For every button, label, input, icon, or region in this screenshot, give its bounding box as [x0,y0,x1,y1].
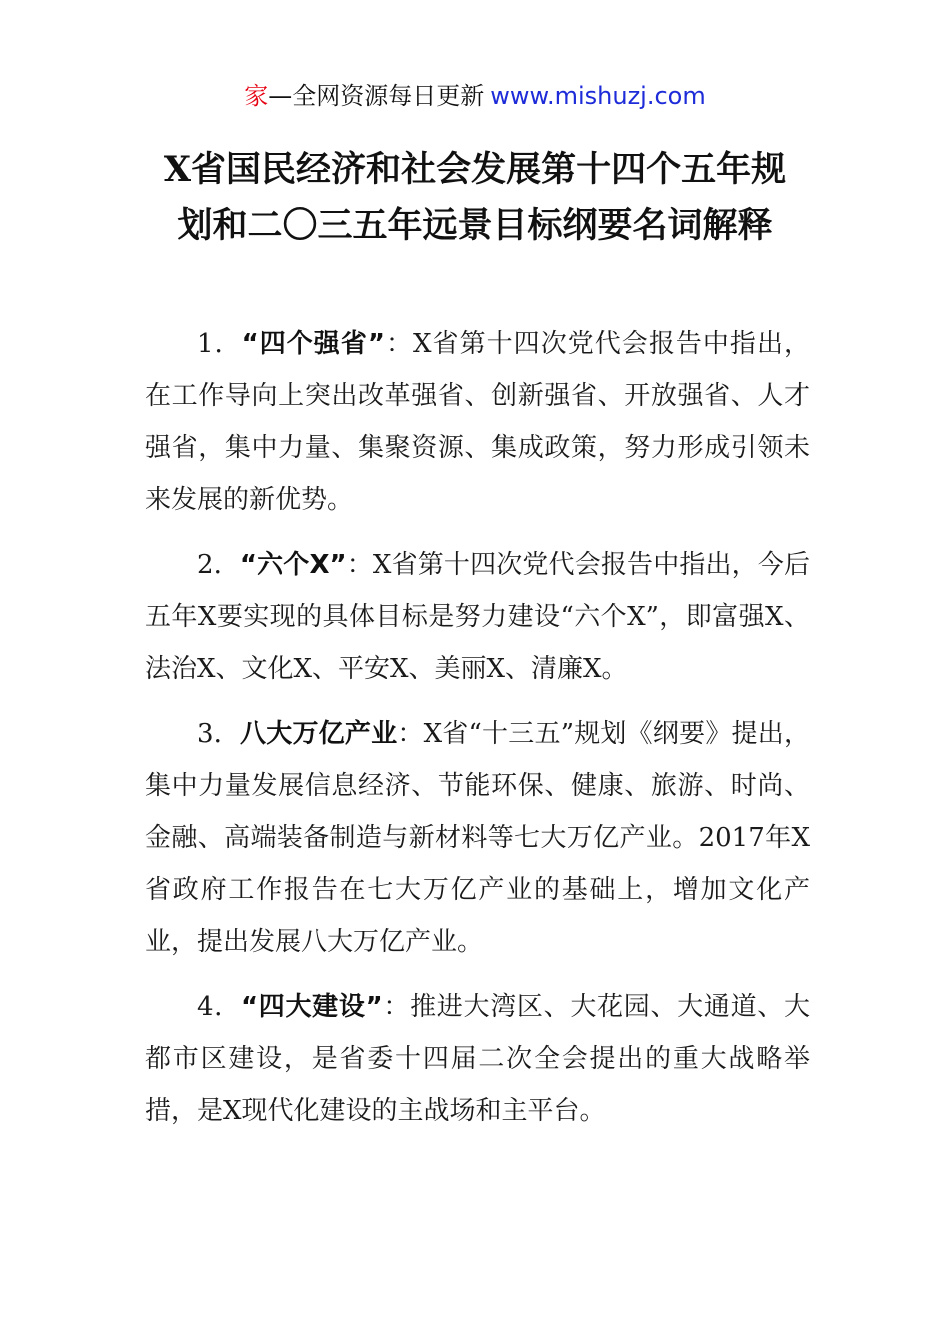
entry-term: “六个X” [239,550,347,580]
title-line-2: 划和二〇三五年远景目标纲要名词解释 [177,205,773,246]
entry-number: 1． [197,329,242,359]
document-title [60,142,890,254]
entry-paragraph [145,981,810,1137]
entry-term: “四个强省” [241,329,385,359]
document-body [145,318,810,1150]
entry-body: ：推进大湾区、大花园、大通道、大都市区建设，是省委十四届二次全会提出的重大战略举措，是X现代化建设的主战场和主平台。 [145,992,810,1126]
entry-number: 3． [197,719,240,749]
site-banner [0,78,950,114]
brand-mark: 家 [244,82,269,110]
entry-body: ：X省第十四次党代会报告中指出，在工作导向上突出改革强省、创新强省、开放强省、人才强省，集中力量、集聚资源、集成政策，努力形成引领未来发展的新优势。 [145,329,810,515]
banner-slogan: —全网资源每日更新 [268,82,485,110]
entry-term: “四大建设” [240,992,383,1022]
entry-body: ：X省“十三五”规划《纲要》提出，集中力量发展信息经济、节能环保、健康、旅游、时尚、金融、高端装备制造与新材料等七大万亿产业。2017年X省政府工作报告在七大万亿产业的基础上，增加文化产业，提出发展八大万亿产业。 [145,719,810,957]
entry-number: 4． [197,992,241,1022]
entry-paragraph [145,318,810,526]
entry-term: 八大万亿产业 [240,719,398,749]
site-url-link[interactable]: www.mishuzj.com [490,82,706,110]
title-line-1: X省国民经济和社会发展第十四个五年规 [163,149,787,190]
entry-number: 2． [197,550,240,580]
entry-body: ：X省第十四次党代会报告中指出，今后五年X要实现的具体目标是努力建设“六个X”，即富强X、法治X、文化X、平安X、美丽X、清廉X。 [145,550,811,684]
entry-paragraph [145,539,810,695]
entry-paragraph [145,708,810,968]
